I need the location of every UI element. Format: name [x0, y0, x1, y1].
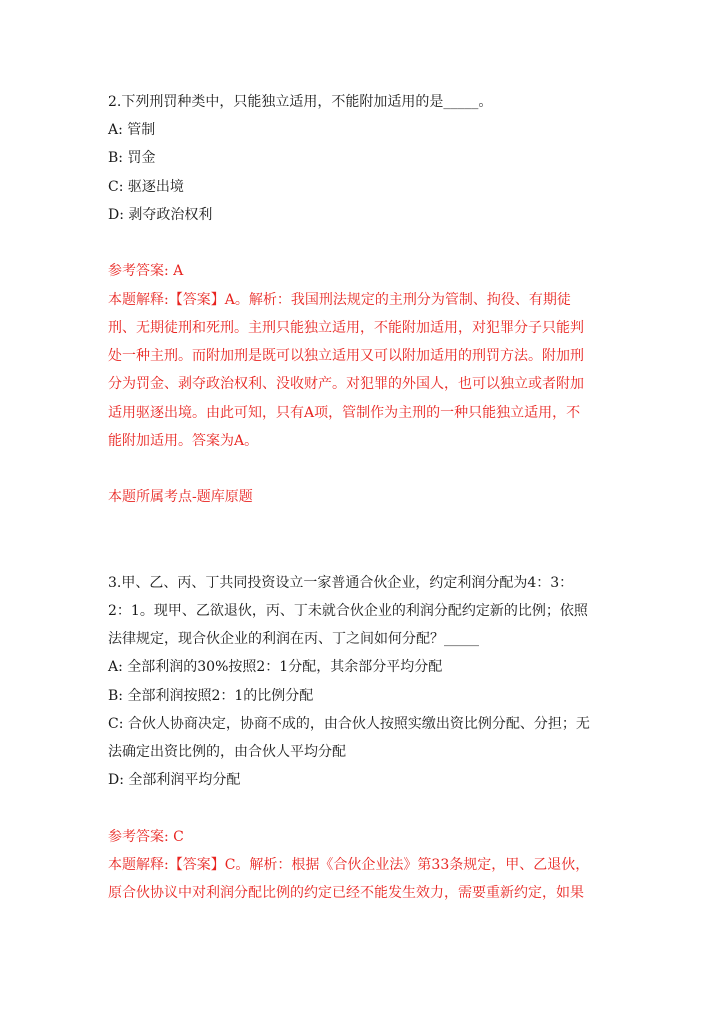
question-2-text: 2.下列刑罚种类中，只能独立适用，不能附加适用的是_____。: [108, 94, 493, 110]
question-2-explanation-line: 处一种主刑。而附加刑是既可以独立适用又可以附加适用的刑罚方法。附加刑: [108, 348, 584, 364]
question-2-answer: 参考答案: A: [108, 263, 184, 279]
question-3-answer: 参考答案: C: [108, 829, 184, 845]
question-2-explanation-line: 刑、无期徒刑和死刑。主刑只能独立适用，不能附加适用，对犯罪分子只能判: [108, 320, 584, 336]
question-2-explanation-line: 本题解释:【答案】A。解析：我国刑法规定的主刑分为管制、拘役、有期徒: [108, 292, 571, 308]
question-3-option-b: B: 全部利润按照2：1的比例分配: [108, 688, 314, 704]
question-3-text-line: 2：1。现甲、乙欲退伙，丙、丁未就合伙企业的利润分配约定新的比例；依照: [108, 603, 588, 619]
question-2-source: 本题所属考点-题库原题: [108, 489, 253, 505]
question-3-option-d: D: 全部利润平均分配: [108, 772, 241, 788]
question-2-option-a: A: 管制: [108, 122, 156, 138]
question-2-explanation-line: 分为罚金、剥夺政治权利、没收财产。对犯罪的外国人，也可以独立或者附加: [108, 376, 584, 392]
question-3-explanation-line: 本题解释:【答案】C。解析：根据《合伙企业法》第33条规定，甲、乙退伙，: [108, 857, 590, 873]
question-2-option-c: C: 驱逐出境: [108, 179, 184, 195]
question-3-option-a: A: 全部利润的30%按照2：1分配，其余部分平均分配: [108, 659, 443, 675]
question-3-text-line: 3.甲、乙、丙、丁共同投资设立一家普通合伙企业，约定利润分配为4：3：: [108, 575, 574, 591]
question-3-text-line: 法律规定，现合伙企业的利润在丙、丁之间如何分配？_____: [108, 631, 479, 647]
question-2-option-b: B: 罚金: [108, 150, 156, 166]
question-2-explanation-line: 能附加适用。答案为A。: [108, 433, 259, 449]
question-2-option-d: D: 剥夺政治权利: [108, 207, 213, 223]
question-3-option-c-cont: 法确定出资比例的，由合伙人平均分配: [108, 744, 346, 760]
question-3-option-c: C: 合伙人协商决定，协商不成的，由合伙人按照实缴出资比例分配、分担；无: [108, 716, 590, 732]
question-2-explanation-line: 适用驱逐出境。由此可知，只有A项，管制作为主刑的一种只能独立适用，不: [108, 405, 581, 421]
question-3-explanation-line: 原合伙协议中对利润分配比例的约定已经不能发生效力，需要重新约定，如果: [108, 885, 584, 901]
